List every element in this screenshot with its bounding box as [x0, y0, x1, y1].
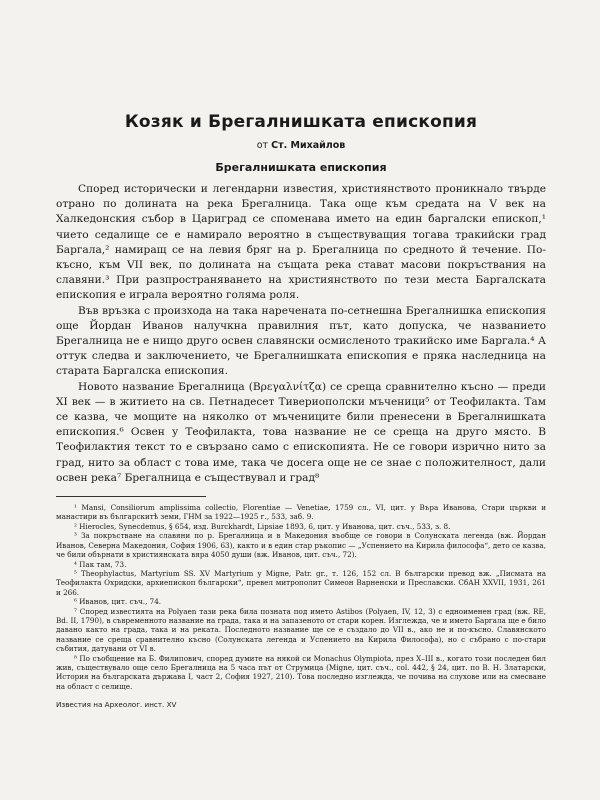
author-prefix: от — [256, 140, 269, 151]
footnote: ² Hierocles, Synecdemus, § 654, изд. Burckhardt, Lipsiae 1893, 6, цит. у Иванова, цит. съч., 533, з. 8. — [74, 521, 451, 531]
paragraph: Новото название Брегалница (Βρεγαλνίτζα) се среща сравнително късно — преди XI век — в житието на св. Петнадесет Тивериополски мъченици⁵ от Теофилакта. Там се казва, че мощите на няколко от мъчениците били пренесени в Брегалнишката епископия.⁶ Освен у Теофилакта, това название не се среща на друго място. В Теофилактия текст то е свързано само с епископията. Не се говори изрично нито за град, нито за област с това име, така че досега още не се знае с положителност, дали освен река⁷ Брегалница е съществувал и град⁸ — [56, 380, 546, 484]
footnote: ⁶ Иванов, цит. съч., 74. — [74, 597, 162, 607]
footnote: ¹ Mansi, Consiliorum amplissima collectio, Florentiae — Venetiae, 1759 сл., VI, цит. у Въра Иванова, Стари църкви и манастири въ българскитѣ земи, ГНМ за 1922—1925 г., 533, заб. 9. — [56, 503, 546, 522]
author-line — [56, 140, 546, 151]
paragraph: Според исторически и легендарни известия, християнството проникнало твърде отрано по долината на река Брегалница. Така още към средата на V век на Халкедонския събор в Цариград се споменава името на един баргалски епископ,¹ чието седалище се е намирало вероятно в съществуващия тогава тракийски град Баргала,² намиращ се на левия бряг на р. Брегалница по средното й течение. По-късно, към VII век, по долината на същата река стават масови покръствания на славяни.³ При разпространяването на християнството по тези места Баргалската епископия е играла вероятно голяма роля. — [56, 183, 546, 302]
footnote: ³ За покръстване на славяни по р. Брегалница и в Македония въобще се говори в Солунската легенда (вж. Йордан Иванов, Северна Македония, София 1906, 63), както и в един стар ръкопис — „Успението на Кирила философа“, дето се казва, че били обърнати в християнската вяра 4050 души (вж. Иванов, цит. съч., 72). — [56, 531, 546, 560]
body-text — [56, 182, 546, 486]
journal-footer: Известия на Археолог. инст. XV — [56, 700, 177, 710]
section-heading: Брегалнишката епископия — [215, 161, 387, 174]
footnotes — [56, 503, 546, 691]
footnote: ⁴ Пак там, 73. — [74, 559, 127, 569]
footnote-divider — [56, 496, 206, 497]
article-title: Козяк и Брегалнишката епископия — [124, 112, 478, 132]
footnote: ⁸ По съобщение на Б. Филипович, според думите на някой си Monachus Olympiota, през X–III в., когато този последен бил жив, съществувало още село Брегалница на 5 часа път от Струмица (Migne, цит. съч., col. 442, § 24, цит. по В. Н. Златарски, История на българската държава I, част 2, София 1927, 210). Това последно изглежда, че почива на слухове или на смесване на област с селище. — [56, 653, 546, 691]
author-name: Ст. Михайлов — [271, 140, 346, 151]
paragraph: Във връзка с произхода на така наречената по-сетнешна Брегалнишка епископия още Йордан Иванов налучкна правилния път, като допуска, че названието Брегалница не е нищо друго освен славянски осмисленото тракийско име Баргала.⁴ А оттук следва и заключението, че Брегалнишката епископия е пряка наследница на старата Баргалска епископия. — [56, 304, 546, 378]
footnote: ⁷ Според известията на Polyaen тази река била позната под името Astibos (Polyaen, IV, 12, 3) с едноименен град (вж. RE, Bd. II, 1790), в съвременното название на града, така и на запазеното от стари корен. Изглежда, че и името Баргала ще е било давано както на града, така и на реката. Последното название ще се е създало до VII в., ако не и по-късно. Славянското название се среща сравнително късно (Солунската легенда и Успението на Кирила Философа), но с събрано с по-стари събития, датувани от VI в. — [56, 606, 546, 654]
footnote: ⁵ Theophylactus, Martyrium SS. XV Martyrium у Migne, Patr. gr., т. 126, 152 сл. В български превод вж. „Писмата на Теофилакта Охридски, архиепископ български“, превел митрополит Симеон Варненски и Преславски. СбАН XXVII, 1931, 261 и 266. — [56, 568, 546, 597]
